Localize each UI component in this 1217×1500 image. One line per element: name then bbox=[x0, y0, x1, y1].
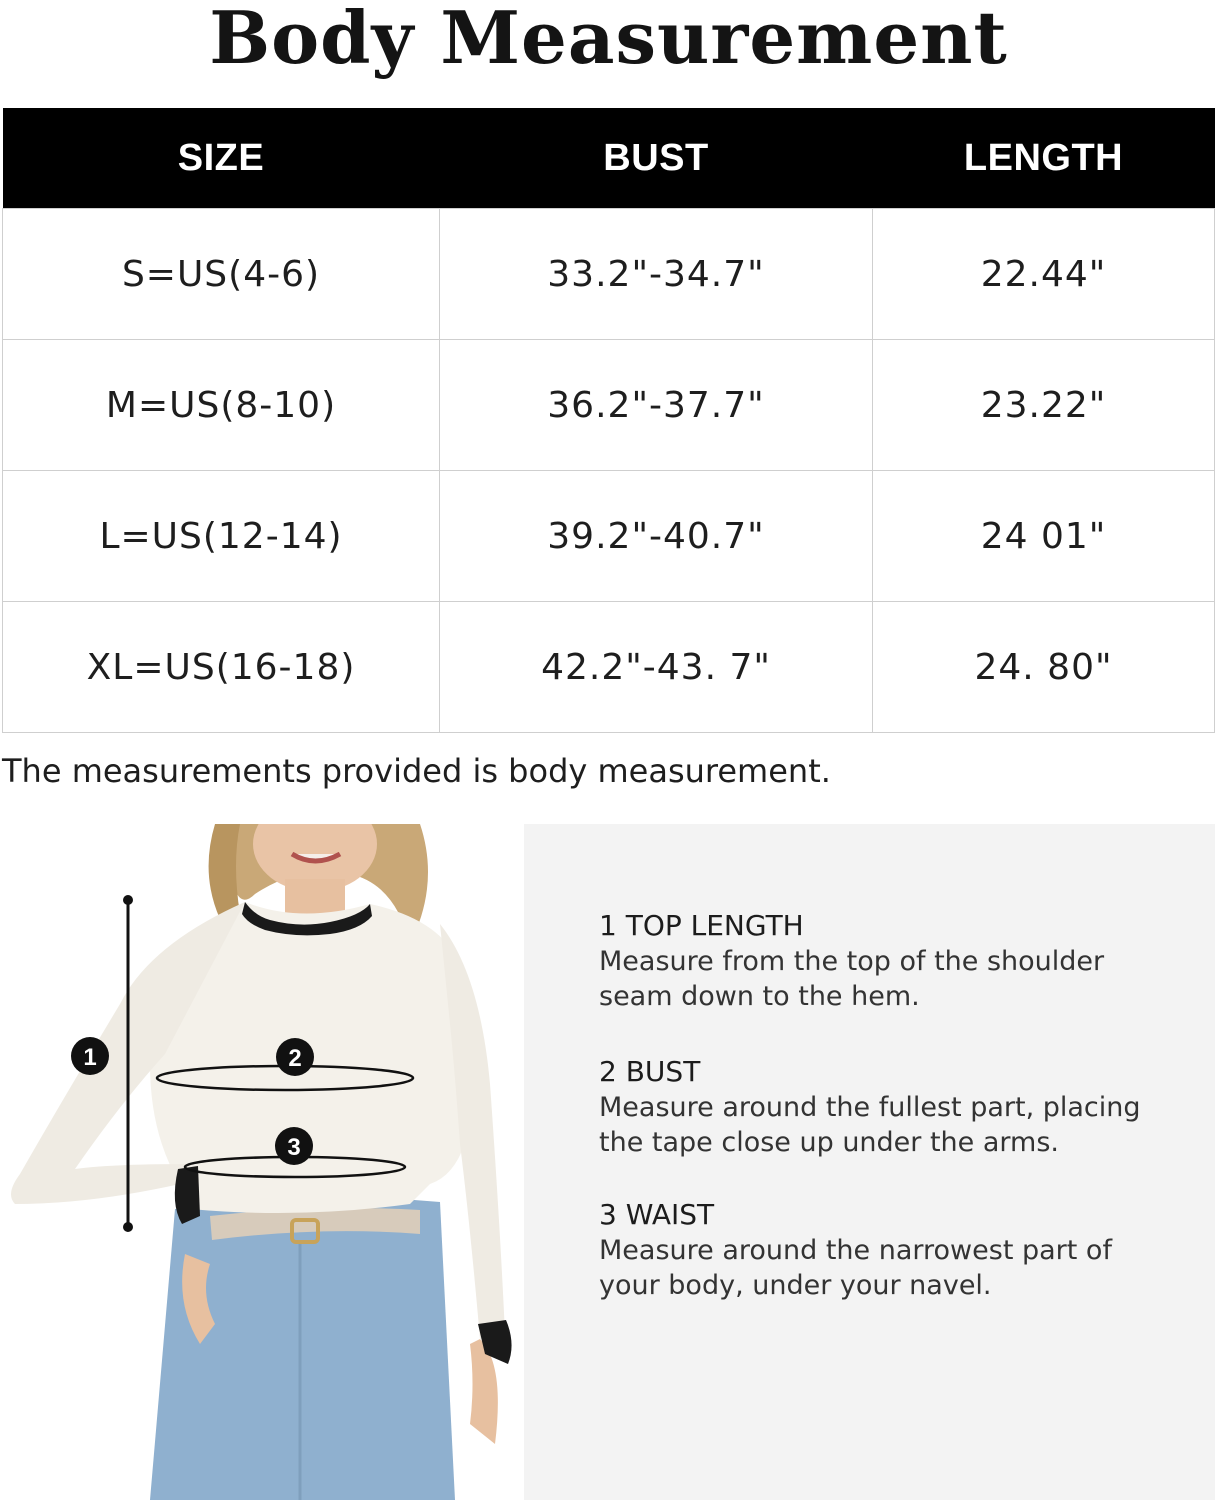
table-row bbox=[3, 209, 1215, 340]
cell-length: 22.44" bbox=[873, 209, 1215, 340]
ruffle-cuff-left bbox=[175, 1166, 200, 1224]
header-length: LENGTH bbox=[873, 108, 1215, 209]
cell-length: 24 01" bbox=[873, 471, 1215, 602]
cell-bust: 36.2"-37.7" bbox=[440, 340, 873, 471]
table-header-row bbox=[3, 108, 1215, 209]
instruction-text: Measure around the narrowest part of bbox=[599, 1235, 1112, 1266]
cell-length: 23.22" bbox=[873, 340, 1215, 471]
cell-size: L=US(12-14) bbox=[3, 471, 440, 602]
cell-bust: 39.2"-40.7" bbox=[440, 471, 873, 602]
cell-size: S=US(4-6) bbox=[3, 209, 440, 340]
instruction-text: Measure from the top of the shoulder bbox=[599, 946, 1105, 977]
instruction-heading: 2 BUST bbox=[599, 1055, 701, 1088]
hair-strand-left bbox=[209, 824, 240, 919]
marker-3-label: 3 bbox=[287, 1134, 301, 1161]
header-size: SIZE bbox=[3, 108, 440, 209]
top-length-endpoint bbox=[123, 1222, 133, 1232]
size-chart-table bbox=[2, 108, 1215, 733]
cell-bust: 42.2"-43. 7" bbox=[440, 602, 873, 733]
table-row bbox=[3, 471, 1215, 602]
smile-shape bbox=[292, 854, 340, 861]
marker-1-label: 1 bbox=[83, 1044, 97, 1071]
header-bust: BUST bbox=[440, 108, 873, 209]
instruction-heading: 1 TOP LENGTH bbox=[599, 909, 804, 942]
instruction-text: your body, under your navel. bbox=[599, 1270, 992, 1301]
cell-size: XL=US(16-18) bbox=[3, 602, 440, 733]
measuring-instructions-panel bbox=[524, 824, 1215, 1500]
table-row bbox=[3, 602, 1215, 733]
cell-length: 24. 80" bbox=[873, 602, 1215, 733]
instruction-heading: 3 WAIST bbox=[599, 1198, 715, 1231]
cell-bust: 33.2"-34.7" bbox=[440, 209, 873, 340]
cell-size: M=US(8-10) bbox=[3, 340, 440, 471]
model-illustration bbox=[0, 824, 524, 1500]
instruction-text: the tape close up under the arms. bbox=[599, 1127, 1059, 1158]
measurement-note: The measurements provided is body measurement. bbox=[2, 752, 831, 790]
instruction-text: Measure around the fullest part, placing bbox=[599, 1092, 1141, 1123]
instruction-bust bbox=[599, 1054, 1199, 1160]
instruction-waist bbox=[599, 1197, 1199, 1303]
table-row bbox=[3, 340, 1215, 471]
model-photo bbox=[0, 824, 524, 1500]
page-title: Body Measurement bbox=[209, 0, 1008, 80]
top-length-endpoint bbox=[123, 895, 133, 905]
instruction-text: seam down to the hem. bbox=[599, 981, 920, 1012]
marker-2-label: 2 bbox=[288, 1045, 302, 1072]
instruction-top-length bbox=[599, 908, 1199, 1014]
